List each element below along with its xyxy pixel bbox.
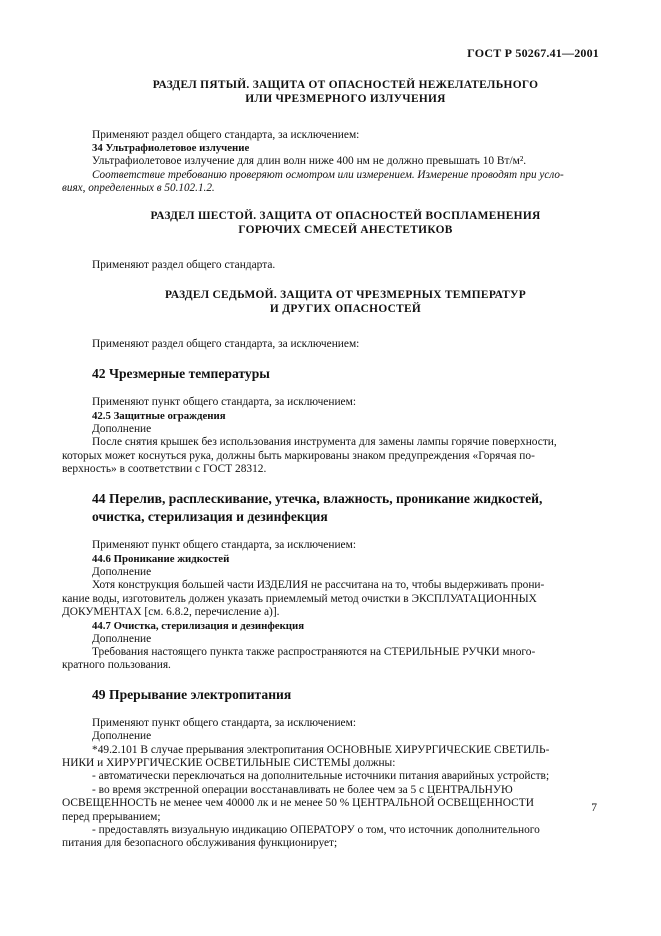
section-five-title-line2: ИЛИ ЧРЕЗМЕРНОГО ИЗЛУЧЕНИЯ [245,93,446,105]
list-item-line: питания для безопасного обслуживания функционирует; [62,837,338,850]
paragraph-line: Требования настоящего пункта также распространяются на СТЕРИЛЬНЫЕ РУЧКИ много- [92,645,536,658]
paragraph: Применяют пункт общего стандарта, за исключением: [92,396,356,409]
paragraph-line: ДОКУМЕНТАХ [см. 6.8.2, перечисление а)]. [62,606,280,619]
paragraph-line: верхность» в соответствии с ГОСТ 28312. [62,463,267,476]
section-seven-title-line2: И ДРУГИХ ОПАСНОСТЕЙ [269,303,422,316]
paragraph: Применяют пункт общего стандарта, за исключением: [92,716,356,729]
clause-heading-line2: очистка, стерилизация и дезинфекция [92,509,328,525]
list-item-line: ОСВЕЩЕННОСТЬ не менее чем 40000 лк и не менее 50 % ЦЕНТРАЛЬНОЙ ОСВЕЩЕННОСТИ [62,797,534,810]
section-seven-title-line1: РАЗДЕЛ СЕДЬМОЙ. ЗАЩИТА ОТ ЧРЕЗМЕРНЫХ ТЕМПЕРАТУР [165,289,526,302]
clause-42 [62,365,599,476]
paragraph-line: кание воды, изготовитель должен указать приемлемый метод очистки в ЭКСПЛУАТАЦИОННЫХ [62,592,537,605]
paragraph-line: Хотя конструкция большей части ИЗДЕЛИЯ не рассчитана на то, чтобы выдерживать прони- [92,579,545,592]
subclause-heading: 44.6 Проникание жидкостей [92,552,230,565]
paragraph: Применяют пункт общего стандарта, за исключением: [92,539,356,552]
paragraph: Применяют раздел общего стандарта, за исключением: [92,338,360,351]
section-five-title-line1: РАЗДЕЛ ПЯТЫЙ. ЗАЩИТА ОТ ОПАСНОСТЕЙ НЕЖЕЛАТЕЛЬНОГО [152,79,539,91]
section-five [62,78,599,196]
paragraph: Дополнение [92,422,152,435]
paragraph-line: кратного пользования. [62,659,171,672]
list-item: - предоставлять визуальную индикацию ОПЕРАТОРУ о том, что источник дополнительного [92,823,540,836]
paragraph: Применяют раздел общего стандарта, за исключением: [92,129,360,141]
paragraph-line: которых может коснуться рука, должны быть маркированы знаком предупреждения «Горячая по- [62,449,535,462]
compliance-note-line1: Соответствие требованию проверяют осмотром или измерением. Измерение проводят при усло- [92,168,564,181]
paragraph: Дополнение [92,565,152,578]
clause-heading: 49 Прерывание электропитания [92,686,292,702]
section-six-title-line1: РАЗДЕЛ ШЕСТОЙ. ЗАЩИТА ОТ ОПАСНОСТЕЙ ВОСПЛАМЕНЕНИЯ [150,209,541,222]
clause-heading-line1: 44 Перелив, расплескивание, утечка, влажность, проникание жидкостей, [92,491,543,507]
subclause-heading: 34 Ультрафиолетовое излучение [92,142,250,155]
paragraph: Ультрафиолетовое излучение для длин волн ниже 400 нм не должно превышать 10 Вт/м². [92,155,527,168]
subclause-heading: 42.5 Защитные ограждения [92,409,226,422]
clause-44 [62,490,599,672]
page-number: 7 [591,802,597,814]
compliance-note-line2: виях, определенных в 50.102.1.2. [62,182,215,195]
section-six-title-line2: ГОРЮЧИХ СМЕСЕЙ АНЕСТЕТИКОВ [238,223,453,236]
list-item: - автоматически переключаться на дополнительные источники питания аварийных устройств; [92,770,550,783]
clause-heading: 42 Чрезмерные температуры [92,366,270,382]
paragraph-line: После снятия крышек без использования инструмента для замены лампы горячие поверхности, [92,436,557,449]
section-seven [92,288,599,351]
section-six [92,209,599,272]
paragraph: Дополнение [92,730,152,743]
subclause-heading: 44.7 Очистка, стерилизация и дезинфекция [92,619,305,632]
standard-code-header: ГОСТ Р 50267.41—2001 [467,46,599,60]
page-content [62,78,599,851]
paragraph: Дополнение [92,632,152,645]
paragraph: Применяют раздел общего стандарта. [92,258,276,271]
paragraph-line: НИКИ и ХИРУРГИЧЕСКИЕ ОСВЕТИЛЬНЫЕ СИСТЕМЫ должны: [62,756,396,769]
list-item-line: перед прерыванием; [62,810,161,823]
clause-49 [62,686,599,851]
paragraph-line: *49.2.101 В случае прерывания электропитания ОСНОВНЫЕ ХИРУРГИЧЕСКИЕ СВЕТИЛЬ- [92,743,550,756]
list-item: - во время экстренной операции восстанавливать не более чем за 5 с ЦЕНТРАЛЬНУЮ [92,783,513,796]
